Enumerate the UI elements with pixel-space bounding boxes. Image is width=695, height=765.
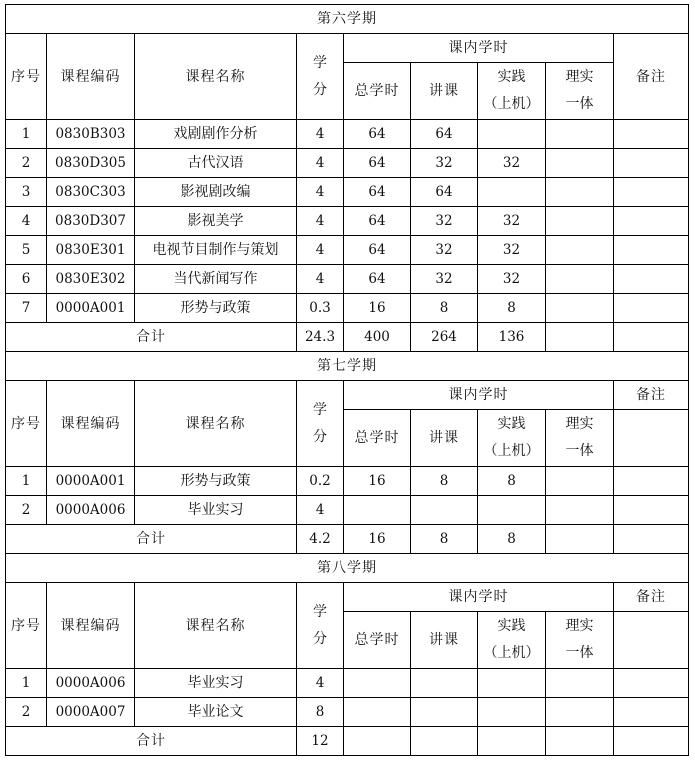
cell-name: 戏剧剧作分析: [135, 120, 297, 149]
totals-lecture: 8: [411, 525, 478, 554]
cell-code: 0830E301: [47, 236, 135, 265]
table-row: [6, 207, 689, 236]
header-practice-line1: 实践: [497, 416, 526, 432]
cell-lecture: 64: [411, 120, 478, 149]
header-practice: [478, 63, 546, 120]
header-credit-line2: 分: [313, 81, 327, 98]
cell-seq: 1: [6, 669, 47, 698]
cell-seq: 5: [6, 236, 47, 265]
header-integrated: [546, 63, 614, 120]
header-integrated: [546, 410, 614, 467]
header-practice-line1: 实践: [497, 69, 526, 85]
cell-integrated: [546, 265, 614, 294]
cell-name: 形势与政策: [135, 294, 297, 323]
totals-row: [6, 525, 689, 554]
header-practice-line2: （上机）: [483, 96, 540, 112]
semester-title: 第七学期: [6, 352, 689, 381]
cell-remarks: [614, 149, 689, 178]
cell-integrated: [546, 467, 614, 496]
cell-code: 0830D307: [47, 207, 135, 236]
cell-practice: [478, 178, 546, 207]
cell-integrated: [546, 178, 614, 207]
header-remarks: 备注: [614, 583, 689, 612]
cell-code: 0000A001: [47, 467, 135, 496]
table-body: [6, 5, 689, 756]
header-seq: 序号: [6, 34, 47, 120]
table-row: [6, 669, 689, 698]
cell-integrated: [546, 236, 614, 265]
cell-code: 0000A006: [47, 669, 135, 698]
cell-total-hours: [344, 496, 411, 525]
table-row: [6, 265, 689, 294]
semester-title-row: [6, 352, 689, 381]
header-total-hours: 总学时: [344, 612, 411, 669]
cell-practice: 32: [478, 207, 546, 236]
cell-credit: 4: [297, 236, 344, 265]
header-name: 课程名称: [135, 34, 297, 120]
cell-lecture: [411, 698, 478, 727]
totals-total-hours: 16: [344, 525, 411, 554]
header-integrated-line1: 理实: [565, 416, 594, 432]
cell-credit: 4: [297, 149, 344, 178]
cell-seq: 3: [6, 178, 47, 207]
cell-remarks: [614, 120, 689, 149]
cell-remarks: [614, 496, 689, 525]
cell-integrated: [546, 669, 614, 698]
cell-name: 古代汉语: [135, 149, 297, 178]
table-row: [6, 149, 689, 178]
totals-total-hours: 400: [344, 323, 411, 352]
curriculum-table: [5, 4, 689, 756]
totals-row: [6, 323, 689, 352]
cell-lecture: [411, 669, 478, 698]
header-hours-group: 课内学时: [344, 34, 614, 63]
header-seq: 序号: [6, 381, 47, 467]
cell-code: 0830C303: [47, 178, 135, 207]
cell-credit: 4: [297, 178, 344, 207]
cell-total-hours: 64: [344, 265, 411, 294]
cell-seq: 1: [6, 120, 47, 149]
cell-name: 影视剧改编: [135, 178, 297, 207]
header-integrated-line1: 理实: [565, 69, 594, 85]
cell-lecture: 32: [411, 236, 478, 265]
header-credit: [297, 583, 344, 669]
totals-practice: 8: [478, 525, 546, 554]
cell-lecture: 32: [411, 207, 478, 236]
cell-credit: 4: [297, 265, 344, 294]
cell-integrated: [546, 120, 614, 149]
header-row: [6, 34, 689, 63]
cell-credit: 0.3: [297, 294, 344, 323]
header-credit-line1: 学: [313, 401, 327, 418]
cell-total-hours: 64: [344, 149, 411, 178]
totals-integrated: [546, 525, 614, 554]
cell-lecture: 64: [411, 178, 478, 207]
semester-title: 第八学期: [6, 554, 689, 583]
cell-practice: 8: [478, 294, 546, 323]
header-row: [6, 381, 689, 410]
totals-total-hours: [344, 727, 411, 756]
totals-label: 合计: [6, 323, 297, 352]
cell-name: 毕业论文: [135, 698, 297, 727]
cell-credit: 8: [297, 698, 344, 727]
cell-practice: [478, 496, 546, 525]
cell-remarks: [614, 294, 689, 323]
header-hours-group: 课内学时: [344, 583, 614, 612]
totals-remarks: [614, 525, 689, 554]
totals-credit: 24.3: [297, 323, 344, 352]
cell-seq: 2: [6, 496, 47, 525]
header-integrated-line2: 一体: [565, 96, 594, 112]
cell-total-hours: 64: [344, 236, 411, 265]
cell-remarks: [614, 265, 689, 294]
cell-remarks: [614, 236, 689, 265]
header-lecture: 讲课: [411, 410, 478, 467]
cell-practice: 32: [478, 149, 546, 178]
cell-credit: 4: [297, 669, 344, 698]
header-credit: [297, 381, 344, 467]
totals-integrated: [546, 727, 614, 756]
cell-integrated: [546, 207, 614, 236]
cell-seq: 2: [6, 149, 47, 178]
header-name: 课程名称: [135, 583, 297, 669]
table-row: [6, 496, 689, 525]
cell-integrated: [546, 698, 614, 727]
totals-practice: 136: [478, 323, 546, 352]
totals-remarks: [614, 727, 689, 756]
cell-name: 毕业实习: [135, 496, 297, 525]
cell-integrated: [546, 149, 614, 178]
header-code: 课程编码: [47, 34, 135, 120]
cell-practice: [478, 669, 546, 698]
semester-title-row: [6, 5, 689, 34]
cell-code: 0830E302: [47, 265, 135, 294]
table-row: [6, 698, 689, 727]
cell-total-hours: 64: [344, 207, 411, 236]
header-lecture: 讲课: [411, 63, 478, 120]
cell-practice: 32: [478, 265, 546, 294]
cell-total-hours: [344, 669, 411, 698]
semester-title: 第六学期: [6, 5, 689, 34]
cell-practice: 8: [478, 467, 546, 496]
cell-lecture: 32: [411, 265, 478, 294]
header-remarks: 备注: [614, 381, 689, 410]
header-total-hours: 总学时: [344, 63, 411, 120]
cell-code: 0000A007: [47, 698, 135, 727]
totals-practice: [478, 727, 546, 756]
cell-seq: 7: [6, 294, 47, 323]
header-practice-line1: 实践: [497, 618, 526, 634]
cell-total-hours: 64: [344, 120, 411, 149]
cell-name: 毕业实习: [135, 669, 297, 698]
header-code: 课程编码: [47, 583, 135, 669]
table-row: [6, 467, 689, 496]
cell-lecture: 32: [411, 149, 478, 178]
cell-remarks: [614, 467, 689, 496]
cell-credit: 4: [297, 120, 344, 149]
cell-practice: [478, 120, 546, 149]
header-practice: [478, 410, 546, 467]
header-hours-group: 课内学时: [344, 381, 614, 410]
header-integrated-line1: 理实: [565, 618, 594, 634]
cell-name: 当代新闻写作: [135, 265, 297, 294]
totals-integrated: [546, 323, 614, 352]
cell-lecture: 8: [411, 294, 478, 323]
cell-total-hours: 64: [344, 178, 411, 207]
header-code: 课程编码: [47, 381, 135, 467]
table-row: [6, 294, 689, 323]
header-credit-line2: 分: [313, 428, 327, 445]
table-row: [6, 236, 689, 265]
header-name: 课程名称: [135, 381, 297, 467]
semester-title-row: [6, 554, 689, 583]
cell-remarks: [614, 178, 689, 207]
header-practice-line2: （上机）: [483, 443, 540, 459]
cell-name: 影视美学: [135, 207, 297, 236]
totals-lecture: [411, 727, 478, 756]
cell-name: 形势与政策: [135, 467, 297, 496]
cell-practice: [478, 698, 546, 727]
remarks-blank: [614, 612, 689, 669]
header-remarks: 备注: [614, 34, 689, 120]
cell-lecture: 8: [411, 467, 478, 496]
cell-seq: 4: [6, 207, 47, 236]
header-credit-line2: 分: [313, 630, 327, 647]
cell-seq: 6: [6, 265, 47, 294]
cell-credit: 0.2: [297, 467, 344, 496]
totals-label: 合计: [6, 727, 297, 756]
cell-remarks: [614, 669, 689, 698]
cell-seq: 2: [6, 698, 47, 727]
header-credit-line1: 学: [313, 603, 327, 620]
header-integrated: [546, 612, 614, 669]
cell-code: 0830B303: [47, 120, 135, 149]
cell-total-hours: 16: [344, 467, 411, 496]
header-practice-line2: （上机）: [483, 645, 540, 661]
cell-practice: 32: [478, 236, 546, 265]
totals-label: 合计: [6, 525, 297, 554]
header-seq: 序号: [6, 583, 47, 669]
table-row: [6, 178, 689, 207]
header-integrated-line2: 一体: [565, 645, 594, 661]
cell-integrated: [546, 294, 614, 323]
totals-credit: 12: [297, 727, 344, 756]
cell-credit: 4: [297, 207, 344, 236]
remarks-blank: [614, 410, 689, 467]
totals-remarks: [614, 323, 689, 352]
header-practice: [478, 612, 546, 669]
totals-row: [6, 727, 689, 756]
header-credit-line1: 学: [313, 54, 327, 71]
cell-total-hours: [344, 698, 411, 727]
cell-remarks: [614, 698, 689, 727]
totals-credit: 4.2: [297, 525, 344, 554]
header-lecture: 讲课: [411, 612, 478, 669]
cell-total-hours: 16: [344, 294, 411, 323]
table-row: [6, 120, 689, 149]
cell-name: 电视节目制作与策划: [135, 236, 297, 265]
totals-lecture: 264: [411, 323, 478, 352]
cell-code: 0000A006: [47, 496, 135, 525]
cell-integrated: [546, 496, 614, 525]
cell-seq: 1: [6, 467, 47, 496]
header-row: [6, 583, 689, 612]
header-integrated-line2: 一体: [565, 443, 594, 459]
header-total-hours: 总学时: [344, 410, 411, 467]
cell-remarks: [614, 207, 689, 236]
cell-code: 0830D305: [47, 149, 135, 178]
cell-code: 0000A001: [47, 294, 135, 323]
cell-lecture: [411, 496, 478, 525]
cell-credit: 4: [297, 496, 344, 525]
header-credit: [297, 34, 344, 120]
